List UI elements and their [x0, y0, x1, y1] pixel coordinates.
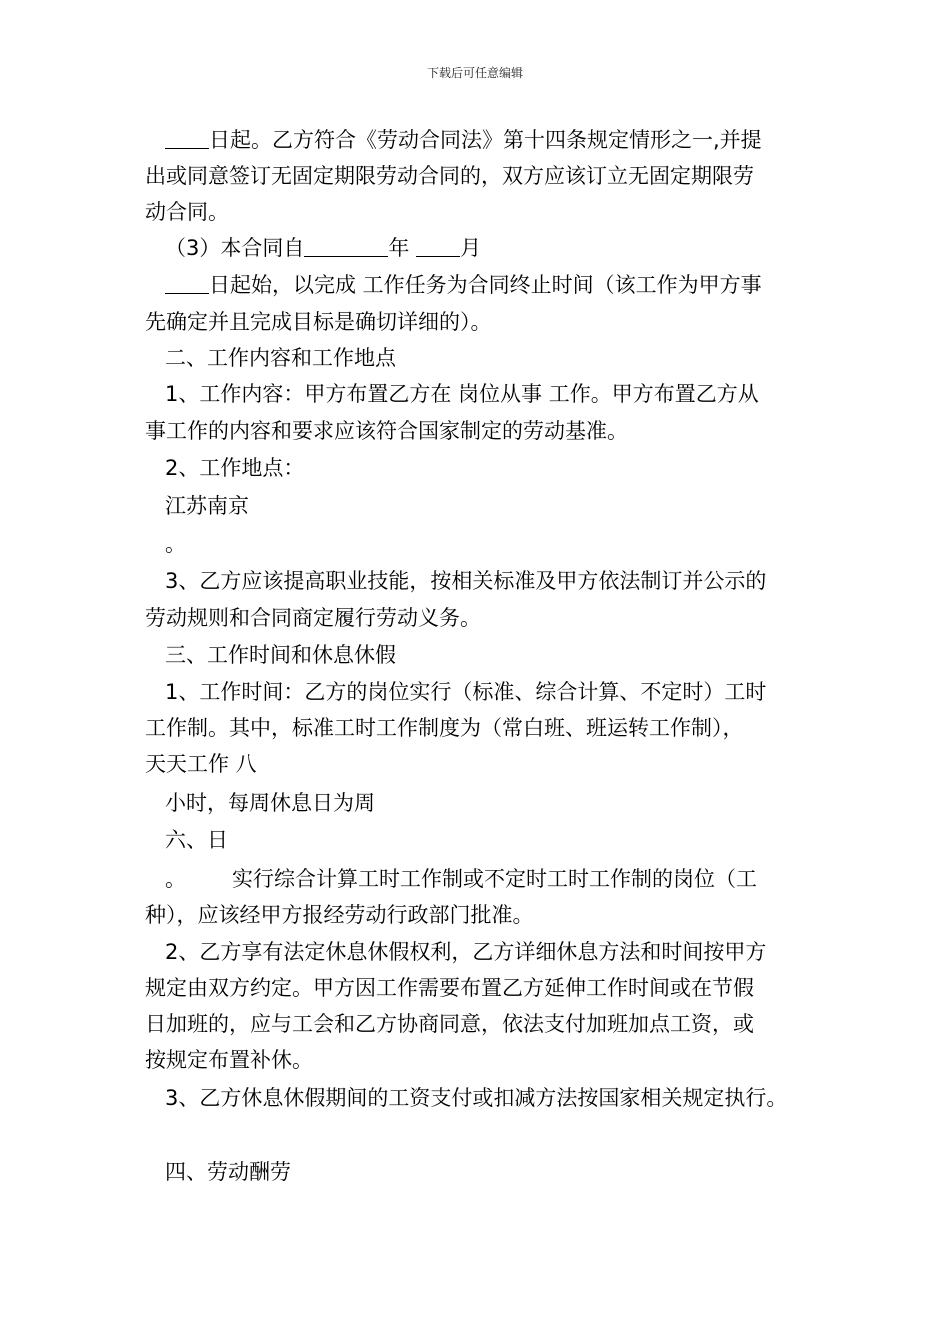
text-line: 。 [165, 532, 186, 556]
text-line: 2、工作地点： [165, 456, 305, 480]
line-text: （3）本合同自 [165, 236, 305, 260]
text-line: 1、工作时间：乙方的岗位实行（标准、综合计算、不定时）工时 [165, 680, 767, 704]
text-line: 事工作的内容和要求应该符合国家制定的劳动基准。 [145, 419, 628, 443]
blank-underline [165, 128, 209, 149]
section-heading: 三、工作时间和休息休假 [165, 643, 396, 667]
text-line: 出或同意签订无固定期限劳动合同的，双方应该订立无固定期限劳 [145, 164, 754, 188]
line-text: 年 [388, 236, 410, 260]
text-line: 1、工作内容：甲方布置乙方在 岗位从事 工作。甲方布置乙方从 [165, 382, 759, 406]
text-line: 天天工作 八 [145, 752, 257, 776]
text-line: 日加班的，应与工会和乙方协商同意，依法支付加班加点工资，或 [145, 1012, 754, 1036]
section-heading: 二、工作内容和工作地点 [165, 346, 396, 370]
line-text: 日起。乙方符合《劳动合同法》第十四条规定情形之一,并提 [209, 128, 762, 152]
line-text: 月 [460, 236, 482, 260]
text-line [165, 125, 825, 155]
text-line [165, 233, 825, 263]
text-line [165, 270, 825, 300]
page-header: 下载后可任意编辑 [426, 66, 523, 80]
text-line: 3、乙方休息休假期间的工资支付或扣减方法按国家相关规定执行。 [165, 1086, 788, 1110]
line-text: 。 [165, 867, 186, 891]
text-line [165, 864, 825, 894]
text-line: 先确定并且完成目标是确切详细的）。 [145, 310, 492, 334]
blank-underline [165, 273, 209, 294]
text-line: 按规定布置补休。 [145, 1048, 313, 1072]
line-text: 实行综合计算工时工作制或不定时工时工作制的岗位（工 [232, 867, 757, 891]
text-line: 动合同。 [145, 200, 229, 224]
text-line: 小时，每周休息日为周 [165, 791, 375, 815]
section-heading: 四、劳动酬劳 [165, 1160, 291, 1184]
text-line: 六、日 [165, 828, 228, 852]
text-line: 3、乙方应该提高职业技能，按相关标准及甲方依法制订并公示的 [165, 569, 767, 593]
text-line: 2、乙方享有法定休息休假权利，乙方详细休息方法和时间按甲方 [165, 940, 767, 964]
text-line: 规定由双方约定。甲方因工作需要布置乙方延伸工作时间或在节假 [145, 976, 754, 1000]
blank-underline [416, 236, 460, 257]
text-line: 种），应该经甲方报经劳动行政部门批准。 [145, 903, 534, 927]
text-line: 工作制。其中，标准工时工作制度为（常白班、班运转工作制）， [145, 716, 744, 740]
text-line: 劳动规则和合同商定履行劳动义务。 [145, 606, 481, 630]
text-line: 江苏南京 [165, 494, 249, 518]
line-text: 日起始，以完成 工作任务为合同终止时间（该工作为甲方事 [209, 273, 762, 297]
blank-underline [304, 236, 388, 257]
